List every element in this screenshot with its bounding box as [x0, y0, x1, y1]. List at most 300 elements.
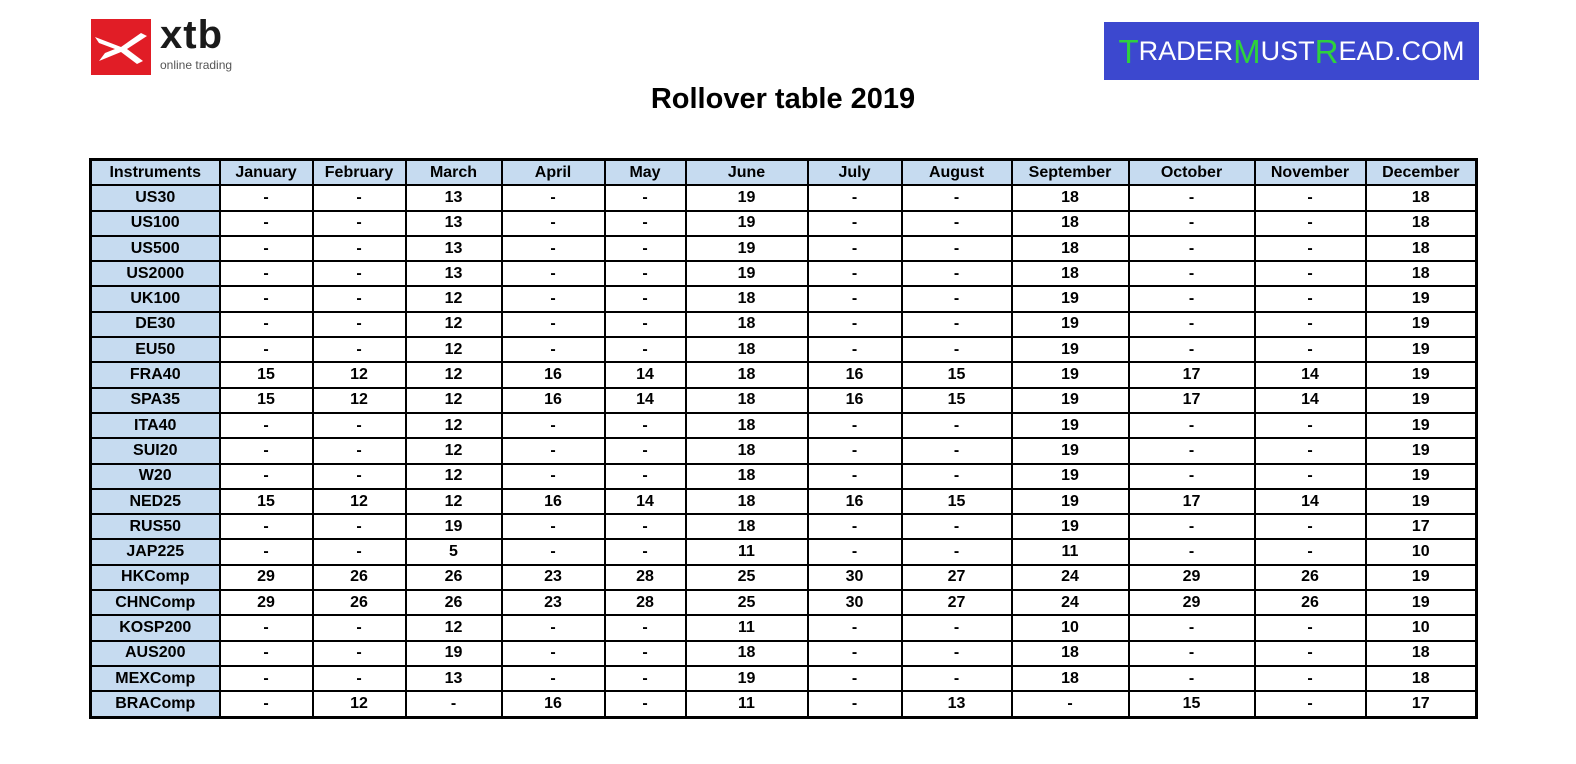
rollover-date-cell: 18	[686, 514, 808, 539]
rollover-date-cell: 29	[220, 590, 313, 615]
rollover-date-cell: -	[220, 211, 313, 236]
rollover-date-cell: 16	[808, 362, 902, 387]
column-header-month: May	[605, 160, 686, 186]
rollover-date-cell: 11	[686, 691, 808, 717]
rollover-date-cell: -	[605, 185, 686, 210]
rollover-date-cell: -	[605, 438, 686, 463]
rollover-date-cell: 23	[502, 565, 605, 590]
rollover-date-cell: 18	[686, 388, 808, 413]
table-row	[91, 388, 1477, 413]
rollover-date-cell: -	[902, 438, 1012, 463]
rollover-date-cell: -	[502, 312, 605, 337]
rollover-date-cell: 13	[902, 691, 1012, 717]
instrument-cell: NED25	[91, 489, 220, 514]
rollover-date-cell: 14	[1255, 489, 1366, 514]
rollover-date-cell: -	[808, 666, 902, 691]
rollover-date-cell: 27	[902, 590, 1012, 615]
rollover-date-cell: 15	[220, 489, 313, 514]
rollover-date-cell: 18	[1366, 261, 1477, 286]
rollover-date-cell: 18	[1012, 641, 1129, 666]
rollover-date-cell: 19	[1366, 312, 1477, 337]
rollover-date-cell: 19	[1366, 565, 1477, 590]
rollover-date-cell: -	[313, 337, 406, 362]
rollover-date-cell: -	[220, 464, 313, 489]
rollover-date-cell: -	[605, 539, 686, 564]
instrument-cell: US500	[91, 236, 220, 261]
instrument-cell: UK100	[91, 286, 220, 311]
rollover-date-cell: -	[902, 236, 1012, 261]
rollover-date-cell: -	[220, 185, 313, 210]
instrument-cell: KOSP200	[91, 615, 220, 640]
rollover-date-cell: 19	[686, 236, 808, 261]
rollover-date-cell: 13	[406, 666, 502, 691]
rollover-date-cell: 18	[1012, 211, 1129, 236]
rollover-date-cell: -	[808, 514, 902, 539]
rollover-date-cell: 18	[1012, 261, 1129, 286]
rollover-date-cell: -	[902, 211, 1012, 236]
xtb-wordmark: xtb	[160, 13, 223, 57]
rollover-date-cell: 13	[406, 261, 502, 286]
table-row	[91, 666, 1477, 691]
rollover-date-cell: -	[902, 464, 1012, 489]
rollover-date-cell: 30	[808, 565, 902, 590]
rollover-date-cell: -	[808, 261, 902, 286]
column-header-month: February	[313, 160, 406, 186]
rollover-date-cell: -	[313, 464, 406, 489]
instrument-cell: HKComp	[91, 565, 220, 590]
rollover-date-cell: 12	[406, 438, 502, 463]
rollover-date-cell: -	[220, 691, 313, 717]
rollover-date-cell: 12	[406, 413, 502, 438]
rollover-date-cell: -	[220, 413, 313, 438]
rollover-date-cell: 15	[220, 388, 313, 413]
rollover-date-cell: 19	[1366, 337, 1477, 362]
rollover-date-cell: -	[220, 236, 313, 261]
rollover-date-cell: 12	[406, 286, 502, 311]
rollover-date-cell: 18	[686, 286, 808, 311]
rollover-date-cell: -	[220, 514, 313, 539]
rollover-date-cell: -	[1129, 185, 1255, 210]
page-title: Rollover table 2019	[650, 83, 916, 115]
rollover-date-cell: 12	[406, 388, 502, 413]
rollover-date-cell: -	[313, 286, 406, 311]
rollover-date-cell: -	[902, 413, 1012, 438]
rollover-date-cell: -	[808, 641, 902, 666]
rollover-date-cell: -	[1129, 666, 1255, 691]
rollover-date-cell: 18	[686, 362, 808, 387]
rollover-date-cell: 18	[686, 413, 808, 438]
column-header-month: March	[406, 160, 502, 186]
rollover-date-cell: -	[1255, 464, 1366, 489]
rollover-date-cell: -	[502, 514, 605, 539]
rollover-date-cell: -	[313, 539, 406, 564]
rollover-date-cell: -	[808, 236, 902, 261]
instrument-cell: AUS200	[91, 641, 220, 666]
rollover-date-cell: 18	[686, 337, 808, 362]
rollover-date-cell: 26	[313, 590, 406, 615]
rollover-date-cell: -	[313, 514, 406, 539]
rollover-date-cell: -	[502, 337, 605, 362]
rollover-date-cell: -	[1255, 514, 1366, 539]
rollover-date-cell: 12	[313, 691, 406, 717]
rollover-date-cell: -	[808, 286, 902, 311]
rollover-date-cell: -	[902, 286, 1012, 311]
table-row	[91, 236, 1477, 261]
rollover-date-cell: 18	[1366, 641, 1477, 666]
rollover-date-cell: -	[605, 312, 686, 337]
rollover-date-cell: 10	[1366, 539, 1477, 564]
rollover-date-cell: 29	[220, 565, 313, 590]
rollover-date-cell: 16	[502, 489, 605, 514]
table-row	[91, 615, 1477, 640]
rollover-date-cell: -	[808, 691, 902, 717]
rollover-date-cell: 19	[406, 514, 502, 539]
rollover-date-cell: -	[605, 641, 686, 666]
rollover-date-cell: 18	[1366, 666, 1477, 691]
rollover-date-cell: -	[1255, 691, 1366, 717]
rollover-date-cell: 24	[1012, 565, 1129, 590]
table-row	[91, 565, 1477, 590]
rollover-date-cell: -	[1255, 413, 1366, 438]
rollover-date-cell: 19	[1012, 514, 1129, 539]
rollover-date-cell: 19	[1012, 362, 1129, 387]
rollover-date-cell: 30	[808, 590, 902, 615]
column-header-month: April	[502, 160, 605, 186]
rollover-date-cell: 15	[902, 362, 1012, 387]
banner-text-part: EAD.COM	[1338, 35, 1465, 66]
rollover-date-cell: -	[220, 641, 313, 666]
rollover-date-cell: -	[1255, 261, 1366, 286]
instrument-cell: EU50	[91, 337, 220, 362]
rollover-date-cell: -	[808, 464, 902, 489]
rollover-date-cell: -	[1255, 539, 1366, 564]
instrument-cell: FRA40	[91, 362, 220, 387]
rollover-date-cell: -	[808, 615, 902, 640]
rollover-date-cell: -	[502, 615, 605, 640]
rollover-date-cell: 26	[1255, 590, 1366, 615]
rollover-date-cell: -	[605, 514, 686, 539]
rollover-date-cell: -	[502, 185, 605, 210]
rollover-date-cell: 18	[686, 489, 808, 514]
rollover-date-cell: -	[313, 211, 406, 236]
rollover-date-cell: -	[502, 413, 605, 438]
rollover-date-cell: 19	[406, 641, 502, 666]
rollover-date-cell: 15	[902, 388, 1012, 413]
rollover-date-cell: -	[808, 312, 902, 337]
rollover-date-cell: 19	[1012, 464, 1129, 489]
rollover-date-cell: -	[220, 312, 313, 337]
rollover-date-cell: -	[220, 286, 313, 311]
rollover-date-cell: -	[808, 438, 902, 463]
rollover-date-cell: 19	[686, 185, 808, 210]
xtb-x-icon	[91, 19, 151, 75]
rollover-date-cell: -	[220, 539, 313, 564]
rollover-date-cell: -	[502, 236, 605, 261]
rollover-date-cell: 25	[686, 590, 808, 615]
rollover-date-cell: -	[313, 261, 406, 286]
rollover-date-cell: 18	[686, 464, 808, 489]
rollover-date-cell: 29	[1129, 590, 1255, 615]
rollover-date-cell: 12	[406, 337, 502, 362]
rollover-date-cell: 14	[605, 388, 686, 413]
rollover-date-cell: 25	[686, 565, 808, 590]
rollover-date-cell: -	[1129, 337, 1255, 362]
rollover-date-cell: -	[1255, 615, 1366, 640]
instrument-cell: ITA40	[91, 413, 220, 438]
rollover-date-cell: 29	[1129, 565, 1255, 590]
table-row	[91, 464, 1477, 489]
rollover-date-cell: -	[502, 211, 605, 236]
rollover-date-cell: 19	[686, 261, 808, 286]
rollover-date-cell: 12	[406, 362, 502, 387]
instrument-cell: SUI20	[91, 438, 220, 463]
table-body	[91, 185, 1477, 717]
rollover-date-cell: -	[1129, 261, 1255, 286]
rollover-date-cell: 19	[1012, 413, 1129, 438]
column-header-month: September	[1012, 160, 1129, 186]
instrument-cell: JAP225	[91, 539, 220, 564]
table-row	[91, 185, 1477, 210]
rollover-date-cell: 28	[605, 565, 686, 590]
rollover-date-cell: 12	[313, 489, 406, 514]
rollover-date-cell: -	[313, 615, 406, 640]
rollover-date-cell: -	[605, 666, 686, 691]
rollover-date-cell: -	[902, 615, 1012, 640]
instrument-cell: RUS50	[91, 514, 220, 539]
rollover-date-cell: 18	[686, 641, 808, 666]
rollover-date-cell: -	[605, 211, 686, 236]
rollover-date-cell: 26	[313, 565, 406, 590]
rollover-date-cell: 11	[686, 539, 808, 564]
rollover-date-cell: -	[1129, 312, 1255, 337]
table-row	[91, 312, 1477, 337]
rollover-date-cell: 19	[1012, 312, 1129, 337]
rollover-date-cell: 19	[1366, 388, 1477, 413]
rollover-date-cell: -	[605, 236, 686, 261]
column-header-instruments: Instruments	[91, 160, 220, 186]
rollover-date-cell: -	[313, 413, 406, 438]
table-row	[91, 337, 1477, 362]
rollover-date-cell: 18	[686, 438, 808, 463]
tradermustread-banner	[1104, 22, 1479, 80]
rollover-date-cell: 19	[1012, 388, 1129, 413]
rollover-date-cell: 17	[1129, 489, 1255, 514]
column-header-month: June	[686, 160, 808, 186]
rollover-date-cell: -	[313, 438, 406, 463]
rollover-date-cell: 17	[1366, 514, 1477, 539]
rollover-date-cell: 16	[502, 691, 605, 717]
column-header-month: August	[902, 160, 1012, 186]
xtb-logo	[91, 13, 251, 75]
rollover-date-cell: -	[1129, 464, 1255, 489]
rollover-date-cell: -	[313, 236, 406, 261]
table-row	[91, 691, 1477, 717]
table-row	[91, 641, 1477, 666]
instrument-cell: W20	[91, 464, 220, 489]
rollover-date-cell: 19	[1366, 438, 1477, 463]
rollover-date-cell: 15	[220, 362, 313, 387]
rollover-date-cell: 18	[686, 312, 808, 337]
column-header-month: December	[1366, 160, 1477, 186]
rollover-date-cell: 26	[406, 565, 502, 590]
column-header-month: November	[1255, 160, 1366, 186]
banner-text-part: RADER	[1138, 35, 1234, 66]
rollover-date-cell: -	[902, 641, 1012, 666]
rollover-date-cell: 18	[1012, 185, 1129, 210]
rollover-date-cell: -	[1255, 312, 1366, 337]
rollover-date-cell: 10	[1366, 615, 1477, 640]
table-row	[91, 413, 1477, 438]
instrument-cell: US100	[91, 211, 220, 236]
rollover-date-cell: 19	[1366, 413, 1477, 438]
rollover-date-cell: 13	[406, 236, 502, 261]
rollover-date-cell: -	[220, 438, 313, 463]
rollover-date-cell: 27	[902, 565, 1012, 590]
rollover-date-cell: 16	[502, 388, 605, 413]
instrument-cell: BRAComp	[91, 691, 220, 717]
rollover-date-cell: 19	[1012, 286, 1129, 311]
rollover-date-cell: 18	[1366, 236, 1477, 261]
rollover-date-cell: -	[313, 185, 406, 210]
rollover-date-cell: 19	[1366, 362, 1477, 387]
rollover-date-cell: 24	[1012, 590, 1129, 615]
rollover-date-cell: -	[313, 312, 406, 337]
column-header-month: July	[808, 160, 902, 186]
rollover-date-cell: 19	[1012, 438, 1129, 463]
rollover-date-cell: 12	[313, 362, 406, 387]
rollover-date-cell: -	[1012, 691, 1129, 717]
rollover-date-cell: -	[1129, 211, 1255, 236]
rollover-date-cell: -	[1255, 438, 1366, 463]
column-header-month: October	[1129, 160, 1255, 186]
rollover-date-cell: 28	[605, 590, 686, 615]
table-row	[91, 514, 1477, 539]
rollover-date-cell: 12	[406, 615, 502, 640]
table-row	[91, 489, 1477, 514]
rollover-date-cell: 12	[406, 489, 502, 514]
table-header-row	[91, 160, 1477, 186]
xtb-tagline: online trading	[160, 58, 233, 72]
rollover-date-cell: -	[502, 261, 605, 286]
rollover-date-cell: 14	[1255, 362, 1366, 387]
rollover-date-cell: 11	[1012, 539, 1129, 564]
rollover-date-cell: -	[1255, 641, 1366, 666]
rollover-date-cell: -	[1129, 286, 1255, 311]
rollover-date-cell: 5	[406, 539, 502, 564]
rollover-date-cell: -	[220, 261, 313, 286]
rollover-date-cell: -	[808, 413, 902, 438]
rollover-date-cell: -	[902, 514, 1012, 539]
rollover-date-cell: -	[1129, 641, 1255, 666]
rollover-date-cell: -	[1129, 236, 1255, 261]
table-row	[91, 438, 1477, 463]
table-row	[91, 286, 1477, 311]
rollover-date-cell: -	[1255, 286, 1366, 311]
rollover-date-cell: -	[605, 337, 686, 362]
rollover-date-cell: -	[220, 615, 313, 640]
banner-text-part: R	[1314, 32, 1339, 70]
rollover-date-cell: -	[313, 641, 406, 666]
rollover-date-cell: 18	[1012, 236, 1129, 261]
rollover-date-cell: 16	[808, 388, 902, 413]
table-row	[91, 539, 1477, 564]
rollover-date-cell: -	[502, 641, 605, 666]
rollover-date-cell: -	[502, 464, 605, 489]
rollover-date-cell: -	[313, 666, 406, 691]
rollover-date-cell: 18	[1366, 211, 1477, 236]
rollover-date-cell: 14	[605, 489, 686, 514]
rollover-date-cell: -	[502, 438, 605, 463]
rollover-date-cell: 15	[1129, 691, 1255, 717]
banner-text-part: M	[1233, 32, 1261, 70]
rollover-date-cell: 12	[406, 312, 502, 337]
rollover-date-cell: 18	[1012, 666, 1129, 691]
rollover-date-cell: -	[1129, 438, 1255, 463]
rollover-date-cell: 10	[1012, 615, 1129, 640]
rollover-date-cell: -	[902, 312, 1012, 337]
rollover-date-cell: -	[902, 666, 1012, 691]
rollover-date-cell: -	[502, 666, 605, 691]
rollover-date-cell: -	[1255, 337, 1366, 362]
instrument-cell: CHNComp	[91, 590, 220, 615]
rollover-date-cell: -	[902, 539, 1012, 564]
rollover-date-cell: -	[1129, 539, 1255, 564]
table-row	[91, 211, 1477, 236]
rollover-date-cell: -	[808, 539, 902, 564]
rollover-date-cell: -	[902, 337, 1012, 362]
rollover-date-cell: -	[902, 185, 1012, 210]
rollover-date-cell: -	[1129, 413, 1255, 438]
rollover-date-cell: 19	[1366, 286, 1477, 311]
rollover-date-cell: 18	[1366, 185, 1477, 210]
rollover-date-cell: -	[605, 286, 686, 311]
rollover-date-cell: 19	[1366, 590, 1477, 615]
rollover-date-cell: 16	[808, 489, 902, 514]
rollover-date-cell: 26	[1255, 565, 1366, 590]
instrument-cell: US2000	[91, 261, 220, 286]
instrument-cell: MEXComp	[91, 666, 220, 691]
rollover-date-cell: -	[220, 666, 313, 691]
rollover-date-cell: -	[605, 413, 686, 438]
rollover-date-cell: 19	[1366, 489, 1477, 514]
rollover-date-cell: 15	[902, 489, 1012, 514]
rollover-date-cell: 17	[1366, 691, 1477, 717]
instrument-cell: US30	[91, 185, 220, 210]
rollover-date-cell: 23	[502, 590, 605, 615]
rollover-date-cell: -	[502, 539, 605, 564]
rollover-date-cell: -	[1255, 211, 1366, 236]
rollover-date-cell: 19	[686, 666, 808, 691]
column-header-month: January	[220, 160, 313, 186]
rollover-date-cell: 19	[1366, 464, 1477, 489]
rollover-date-cell: -	[1255, 185, 1366, 210]
rollover-date-cell: -	[502, 286, 605, 311]
rollover-date-cell: -	[808, 185, 902, 210]
rollover-date-cell: 19	[1012, 337, 1129, 362]
table-row	[91, 362, 1477, 387]
rollover-date-cell: -	[808, 337, 902, 362]
instrument-cell: DE30	[91, 312, 220, 337]
rollover-date-cell: -	[220, 337, 313, 362]
rollover-date-cell: -	[1255, 666, 1366, 691]
banner-text-part: UST	[1260, 35, 1315, 66]
rollover-date-cell: 12	[313, 388, 406, 413]
rollover-date-cell: -	[808, 211, 902, 236]
table-row	[91, 261, 1477, 286]
rollover-date-cell: -	[1255, 236, 1366, 261]
rollover-date-cell: -	[605, 615, 686, 640]
rollover-date-cell: -	[605, 464, 686, 489]
